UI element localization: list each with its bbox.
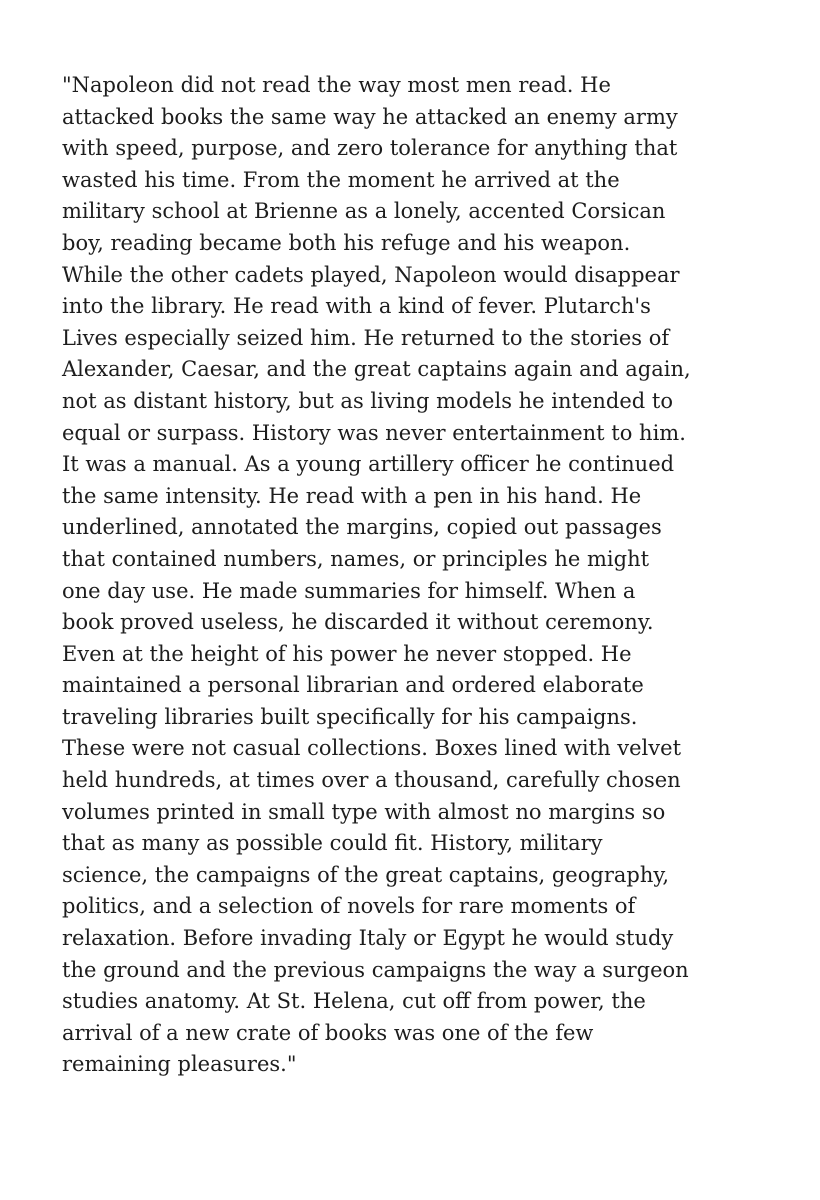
text-line: politics, and a selection of novels for rare moments of — [62, 894, 636, 919]
text-line: that as many as possible could fit. History, military — [62, 831, 603, 856]
text-line: relaxation. Before invading Italy or Egypt he would study — [62, 926, 674, 951]
quote-paragraph — [62, 70, 782, 1081]
text-line: the ground and the previous campaigns the way a surgeon — [62, 957, 689, 982]
text-line: underlined, annotated the margins, copied out passages — [62, 515, 662, 540]
text-line: It was a manual. As a young artillery officer he continued — [62, 452, 675, 477]
text-line: attacked books the same way he attacked an enemy army — [62, 104, 678, 129]
text-line: the same intensity. He read with a pen in his hand. He — [62, 483, 642, 508]
text-line: wasted his time. From the moment he arrived at the — [62, 167, 620, 192]
text-line: traveling libraries built specifically for his campaigns. — [62, 704, 638, 729]
text-line: volumes printed in small type with almost no margins so — [62, 799, 666, 824]
text-line: boy, reading became both his refuge and his weapon. — [62, 230, 631, 255]
text-line: that contained numbers, names, or principles he might — [62, 546, 650, 571]
text-line: into the library. He read with a kind of fever. Plutarch's — [62, 294, 651, 319]
text-line: "Napoleon did not read the way most men read. He — [62, 73, 611, 97]
text-line: science, the campaigns of the great captains, geography, — [62, 862, 670, 887]
text-line: Even at the height of his power he never stopped. He — [62, 641, 632, 666]
text-line: with speed, purpose, and zero tolerance for anything that — [62, 136, 678, 161]
text-line: While the other cadets played, Napoleon would disappear — [62, 262, 680, 287]
text-line: studies anatomy. At St. Helena, cut off from power, the — [62, 989, 646, 1014]
text-line: arrival of a new crate of books was one of the few — [62, 1020, 594, 1045]
text-line: Lives especially seized him. He returned to the stories of — [62, 325, 670, 350]
text-line: book proved useless, he discarded it without ceremony. — [62, 610, 654, 635]
text-line: held hundreds, at times over a thousand, carefully chosen — [62, 768, 681, 793]
text-line: remaining pleasures." — [62, 1052, 297, 1077]
text-line: maintained a personal librarian and ordered elaborate — [62, 673, 644, 698]
text-line: equal or surpass. History was never entertainment to him. — [62, 420, 686, 445]
text-line: not as distant history, but as living models he intended to — [62, 388, 673, 413]
text-line: one day use. He made summaries for himself. When a — [62, 578, 636, 603]
text-line: These were not casual collections. Boxes lined with velvet — [62, 736, 682, 761]
text-line: Alexander, Caesar, and the great captains again and again, — [62, 357, 691, 382]
text-line: military school at Brienne as a lonely, accented Corsican — [62, 199, 666, 224]
